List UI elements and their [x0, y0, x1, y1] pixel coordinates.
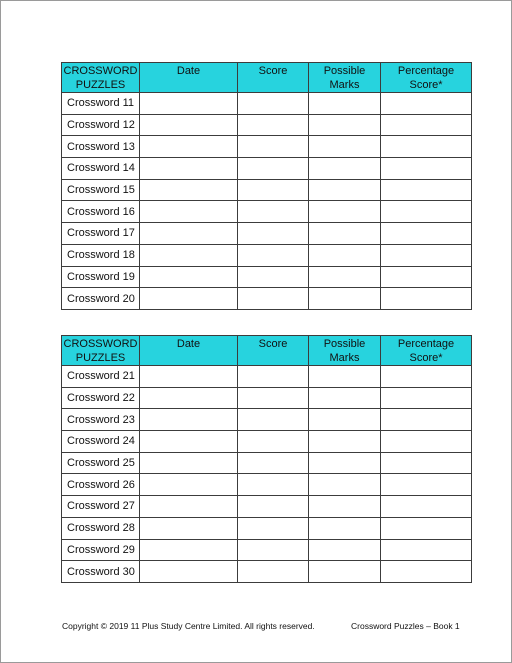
- score-table-2: [61, 335, 472, 583]
- score-cell: [238, 561, 309, 583]
- score-cell: [238, 431, 309, 453]
- crossword-name-cell: Crossword 23: [62, 409, 140, 431]
- percentage-score-cell: [381, 517, 472, 539]
- score-table-1: [61, 62, 472, 310]
- table-body-2: [62, 366, 472, 583]
- possible-marks-cell: [309, 288, 381, 310]
- score-cell: [238, 179, 309, 201]
- date-cell: [140, 288, 238, 310]
- table-row: [62, 288, 472, 310]
- header-score: Score: [238, 336, 309, 366]
- percentage-score-cell: [381, 387, 472, 409]
- table-header-row: [62, 63, 472, 93]
- book-title: Crossword Puzzles – Book 1: [351, 621, 460, 631]
- crossword-name-cell: Crossword 12: [62, 114, 140, 136]
- percentage-score-cell: [381, 114, 472, 136]
- score-cell: [238, 539, 309, 561]
- crossword-name-cell: Crossword 27: [62, 496, 140, 518]
- possible-marks-cell: [309, 496, 381, 518]
- percentage-score-cell: [381, 474, 472, 496]
- percentage-score-cell: [381, 431, 472, 453]
- percentage-score-cell: [381, 366, 472, 388]
- table-row: [62, 431, 472, 453]
- table-row: [62, 223, 472, 245]
- score-cell: [238, 387, 309, 409]
- header-crossword-puzzles: CROSSWORD PUZZLES: [62, 336, 140, 366]
- score-cell: [238, 266, 309, 288]
- date-cell: [140, 244, 238, 266]
- date-cell: [140, 517, 238, 539]
- table-row: [62, 452, 472, 474]
- crossword-name-cell: Crossword 16: [62, 201, 140, 223]
- table-row: [62, 266, 472, 288]
- possible-marks-cell: [309, 474, 381, 496]
- percentage-score-cell: [381, 223, 472, 245]
- table-row: [62, 244, 472, 266]
- percentage-score-cell: [381, 288, 472, 310]
- copyright-notice: Copyright © 2019 11 Plus Study Centre Limited. All rights reserved.: [62, 621, 315, 631]
- possible-marks-cell: [309, 431, 381, 453]
- percentage-score-cell: [381, 179, 472, 201]
- score-cell: [238, 93, 309, 115]
- possible-marks-cell: [309, 179, 381, 201]
- possible-marks-cell: [309, 114, 381, 136]
- date-cell: [140, 409, 238, 431]
- score-cell: [238, 288, 309, 310]
- date-cell: [140, 387, 238, 409]
- score-cell: [238, 201, 309, 223]
- header-date: Date: [140, 63, 238, 93]
- percentage-score-cell: [381, 93, 472, 115]
- crossword-name-cell: Crossword 18: [62, 244, 140, 266]
- crossword-name-cell: Crossword 22: [62, 387, 140, 409]
- score-cell: [238, 409, 309, 431]
- possible-marks-cell: [309, 409, 381, 431]
- header-date: Date: [140, 336, 238, 366]
- header-score: Score: [238, 63, 309, 93]
- date-cell: [140, 179, 238, 201]
- crossword-name-cell: Crossword 14: [62, 158, 140, 180]
- crossword-name-cell: Crossword 30: [62, 561, 140, 583]
- percentage-score-cell: [381, 158, 472, 180]
- date-cell: [140, 114, 238, 136]
- crossword-name-cell: Crossword 13: [62, 136, 140, 158]
- date-cell: [140, 158, 238, 180]
- table-row: [62, 539, 472, 561]
- score-cell: [238, 244, 309, 266]
- score-cell: [238, 496, 309, 518]
- score-cell: [238, 474, 309, 496]
- score-cell: [238, 452, 309, 474]
- header-possible-marks: Possible Marks: [309, 63, 381, 93]
- percentage-score-cell: [381, 452, 472, 474]
- table-row: [62, 517, 472, 539]
- table-row: [62, 179, 472, 201]
- table-row: [62, 496, 472, 518]
- percentage-score-cell: [381, 561, 472, 583]
- score-cell: [238, 114, 309, 136]
- possible-marks-cell: [309, 223, 381, 245]
- date-cell: [140, 366, 238, 388]
- crossword-name-cell: Crossword 19: [62, 266, 140, 288]
- header-crossword-puzzles: CROSSWORD PUZZLES: [62, 63, 140, 93]
- crossword-name-cell: Crossword 21: [62, 366, 140, 388]
- score-cell: [238, 223, 309, 245]
- date-cell: [140, 431, 238, 453]
- table-header-row: [62, 336, 472, 366]
- table-row: [62, 158, 472, 180]
- percentage-score-cell: [381, 244, 472, 266]
- percentage-score-cell: [381, 496, 472, 518]
- table-row: [62, 474, 472, 496]
- table-row: [62, 561, 472, 583]
- table-row: [62, 136, 472, 158]
- date-cell: [140, 561, 238, 583]
- table-row: [62, 114, 472, 136]
- crossword-name-cell: Crossword 26: [62, 474, 140, 496]
- header-possible-marks: Possible Marks: [309, 336, 381, 366]
- date-cell: [140, 93, 238, 115]
- table-body-1: [62, 93, 472, 310]
- possible-marks-cell: [309, 158, 381, 180]
- date-cell: [140, 539, 238, 561]
- percentage-score-cell: [381, 201, 472, 223]
- date-cell: [140, 452, 238, 474]
- possible-marks-cell: [309, 201, 381, 223]
- header-percentage-score: Percentage Score*: [381, 63, 472, 93]
- header-percentage-score: Percentage Score*: [381, 336, 472, 366]
- date-cell: [140, 474, 238, 496]
- percentage-score-cell: [381, 409, 472, 431]
- crossword-name-cell: Crossword 11: [62, 93, 140, 115]
- score-cell: [238, 136, 309, 158]
- score-cell: [238, 366, 309, 388]
- date-cell: [140, 201, 238, 223]
- crossword-name-cell: Crossword 25: [62, 452, 140, 474]
- date-cell: [140, 266, 238, 288]
- possible-marks-cell: [309, 136, 381, 158]
- possible-marks-cell: [309, 93, 381, 115]
- possible-marks-cell: [309, 266, 381, 288]
- table-row: [62, 201, 472, 223]
- possible-marks-cell: [309, 452, 381, 474]
- possible-marks-cell: [309, 366, 381, 388]
- score-cell: [238, 517, 309, 539]
- table-row: [62, 409, 472, 431]
- crossword-name-cell: Crossword 24: [62, 431, 140, 453]
- crossword-name-cell: Crossword 28: [62, 517, 140, 539]
- table-row: [62, 387, 472, 409]
- crossword-name-cell: Crossword 15: [62, 179, 140, 201]
- possible-marks-cell: [309, 517, 381, 539]
- crossword-name-cell: Crossword 17: [62, 223, 140, 245]
- crossword-name-cell: Crossword 20: [62, 288, 140, 310]
- date-cell: [140, 223, 238, 245]
- percentage-score-cell: [381, 136, 472, 158]
- date-cell: [140, 496, 238, 518]
- table-row: [62, 93, 472, 115]
- possible-marks-cell: [309, 387, 381, 409]
- possible-marks-cell: [309, 539, 381, 561]
- crossword-name-cell: Crossword 29: [62, 539, 140, 561]
- possible-marks-cell: [309, 561, 381, 583]
- table-row: [62, 366, 472, 388]
- score-cell: [238, 158, 309, 180]
- possible-marks-cell: [309, 244, 381, 266]
- percentage-score-cell: [381, 539, 472, 561]
- percentage-score-cell: [381, 266, 472, 288]
- date-cell: [140, 136, 238, 158]
